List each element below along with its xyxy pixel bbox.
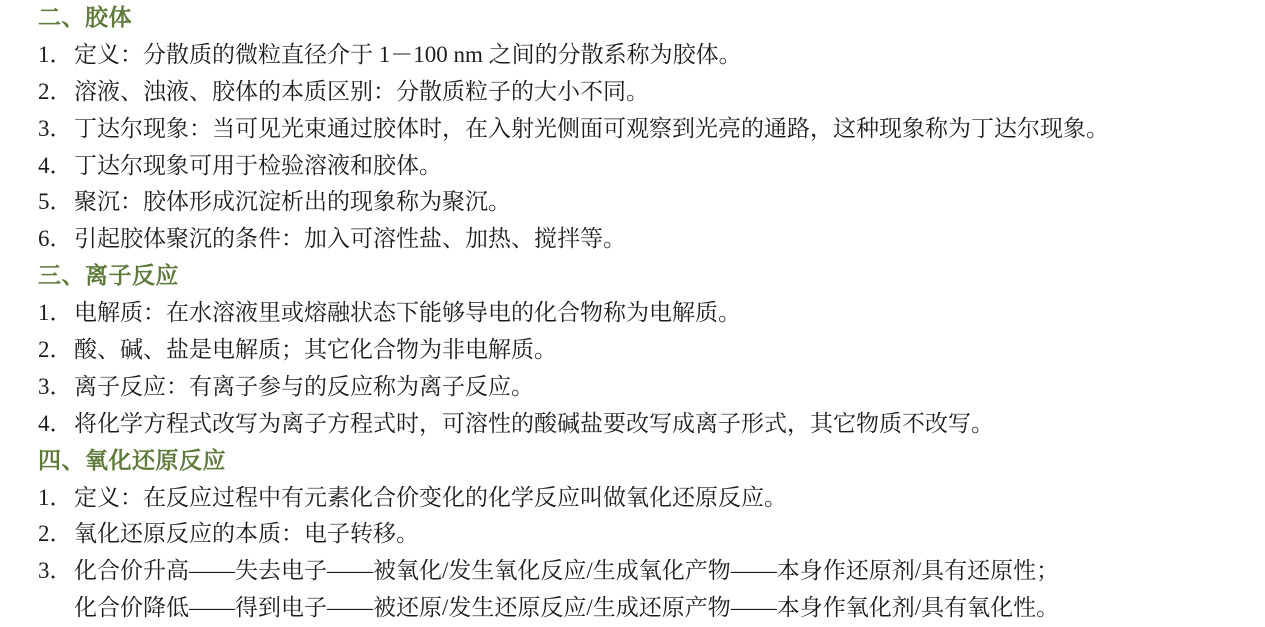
section-heading-ionic-reaction: 三、离子反应 xyxy=(38,263,179,289)
section-heading-colloid: 二、胶体 xyxy=(38,5,132,30)
item-number: 4． xyxy=(38,410,73,436)
item-number: 2． xyxy=(38,337,73,363)
list-item xyxy=(38,74,1265,111)
list-item xyxy=(38,184,1265,221)
item-number: 2． xyxy=(38,521,73,547)
item-text: 氧化还原反应的本质：电子转移。 xyxy=(74,521,419,547)
item-text: 丁达尔现象可用于检验溶液和胶体。 xyxy=(74,152,442,178)
item-number: 3． xyxy=(38,115,73,141)
item-text: 化合价升高——失去电子——被氧化/发生氧化反应/生成氧化产物——本身作还原剂/具有还原性； xyxy=(74,558,1060,584)
list-item xyxy=(38,148,1265,185)
list-item xyxy=(38,111,1265,148)
item-number: 6． xyxy=(38,226,73,252)
item-text: 将化学方程式改写为离子方程式时，可溶性的酸碱盐要改写成离子形式，其它物质不改写。 xyxy=(74,410,994,436)
list-item xyxy=(38,553,1265,590)
list-item xyxy=(38,295,1265,332)
item-text: 引起胶体聚沉的条件：加入可溶性盐、加热、搅拌等。 xyxy=(74,226,626,252)
item-number: 3． xyxy=(38,373,73,399)
item-text: 电解质：在水溶液里或熔融状态下能够导电的化合物称为电解质。 xyxy=(74,300,741,326)
item-number: 2． xyxy=(38,78,73,104)
section-heading-redox-reaction: 四、氧化还原反应 xyxy=(38,447,226,473)
item-text: 离子反应：有离子参与的反应称为离子反应。 xyxy=(74,373,534,399)
list-item xyxy=(38,480,1265,517)
item-number: 4． xyxy=(38,152,73,178)
list-item xyxy=(38,516,1265,553)
item-number: 1． xyxy=(38,484,73,510)
item-text: 酸、碱、盐是电解质；其它化合物为非电解质。 xyxy=(74,337,557,363)
list-item xyxy=(38,369,1265,406)
list-item-continuation xyxy=(38,590,1265,627)
item-number: 1． xyxy=(38,41,73,67)
item-text: 化合价降低——得到电子——被还原/发生还原反应/生成还原产物——本身作氧化剂/具有氧化性。 xyxy=(74,595,1060,621)
item-number: 1． xyxy=(38,300,73,326)
item-number: 3． xyxy=(38,558,73,584)
item-text: 定义：在反应过程中有元素化合价变化的化学反应叫做氧化还原反应。 xyxy=(74,484,787,510)
list-item xyxy=(38,406,1265,443)
item-text: 定义：分散质的微粒直径介于 1－100 nm 之间的分散系称为胶体。 xyxy=(74,41,742,67)
item-number: 5． xyxy=(38,189,73,215)
list-item xyxy=(38,37,1265,74)
item-text: 丁达尔现象：当可见光束通过胶体时，在入射光侧面可观察到光亮的通路，这种现象称为丁达尔现象。 xyxy=(74,115,1109,141)
item-text: 溶液、浊液、胶体的本质区别：分散质粒子的大小不同。 xyxy=(74,78,649,104)
list-item xyxy=(38,332,1265,369)
list-item xyxy=(38,221,1265,258)
item-text: 聚沉：胶体形成沉淀析出的现象称为聚沉。 xyxy=(74,189,511,215)
